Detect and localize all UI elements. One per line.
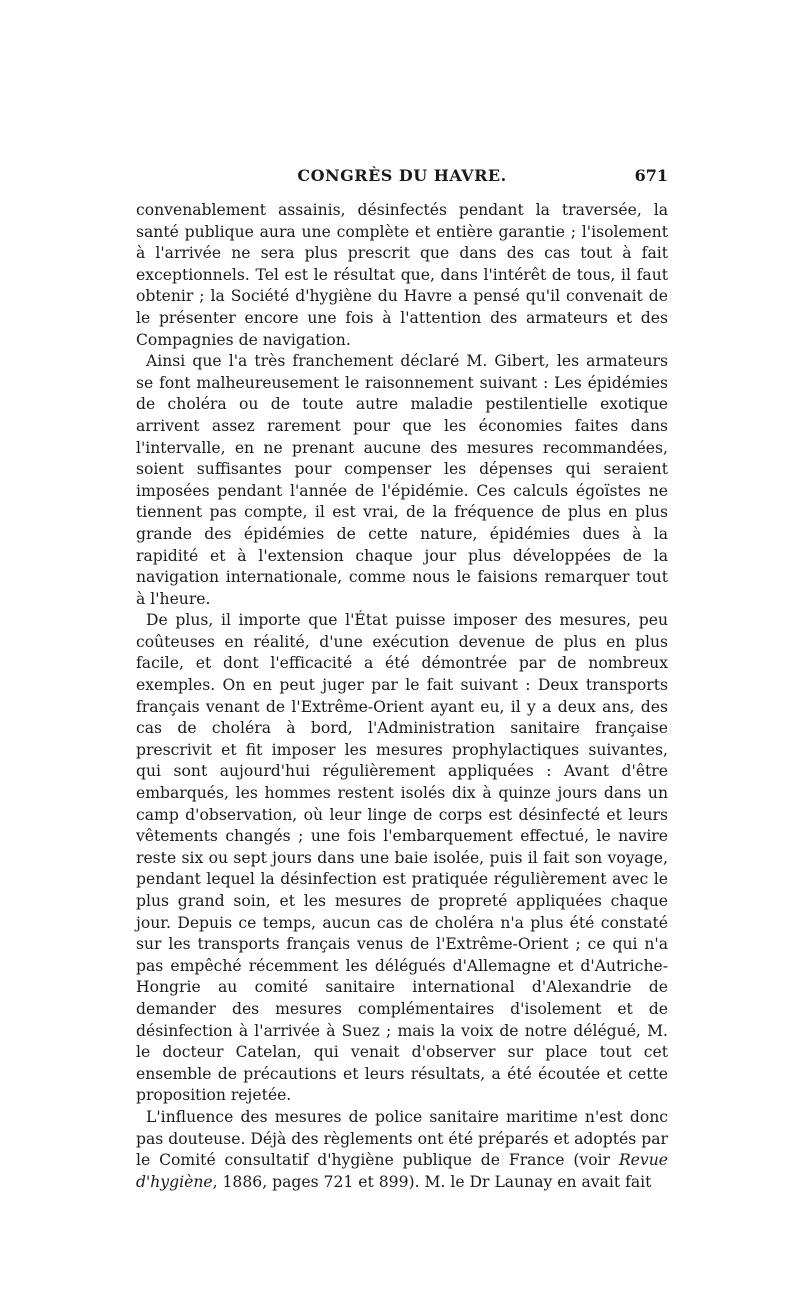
paragraph-2: Ainsi que l'a très franchement déclaré M. Gibert, les armateurs se font malheureusement le raisonnement suivant : Les épidémies de choléra ou de toute autre maladie pestilentielle exotique arrivent assez rarement pour que les économies faites dans l'intervalle, en ne prenant aucune des mesures recommandées, soient suffisantes pour compenser les dépenses qui seraient imposées pendant l'année de l'épidémie. Ces calculs égoïstes ne tiennent pas compte, il est vrai, de la fréquence de plus en plus grande des épidémies de cette nature, épidémies dues à la rapidité et à l'extension chaque jour plus développées de la navigation internationale, comme nous le faisions remarquer tout à l'heure. (136, 352, 668, 608)
paragraph-4-text-after: , 1886, pages 721 et 899). M. le Dr Launay en avait fait (212, 1172, 652, 1191)
running-title: CONGRÈS DU HAVRE. (297, 166, 507, 185)
page-number: 671 (634, 166, 668, 185)
paragraph-1: convenablement assainis, désinfectés pendant la traversée, la santé publique aura une complète et entière garantie ; l'isolement à l'arrivée ne sera plus prescrit que dans des cas tout à fait exceptionnels. Tel est le résultat que, dans l'intérêt de tous, il faut obtenir ; la Société d'hygiène du Havre a pensé qu'il convenait de le présenter encore une fois à l'attention des armateurs et des Compagnies de navigation. (136, 201, 668, 349)
document-page (136, 166, 668, 1193)
paragraph-4 (136, 1107, 668, 1193)
body-text (136, 200, 668, 1193)
paragraph-3: De plus, il importe que l'État puisse imposer des mesures, peu coûteuses en réalité, d'une exécution devenue de plus en plus facile, et dont l'efficacité a été démontrée par de nombreux exemples. On en peut juger par le fait suivant : Deux transports français venant de l'Extrême-Orient ayant eu, il y a deux ans, des cas de choléra à bord, l'Administration sanitaire française prescrivit et fit imposer les mesures prophylactiques suivantes, qui sont aujourd'hui régulièrement appliquées : Avant d'être embarqués, les hommes restent isolés dix à quinze jours dans un camp d'observation, où leur linge de corps est désinfecté et leurs vêtements changés ; une fois l'embarquement effectué, le navire reste six ou sept jours dans une baie isolée, puis il fait son voyage, pendant lequel la désinfection est pratiquée régulièrement avec le plus grand soin, et les mesures de propreté appliquées chaque jour. Depuis ce temps, aucun cas de choléra n'a plus été constaté sur les transports français venus de l'Extrême-Orient ; ce qui n'a pas empêché récemment les délégués d'Allemagne et d'Autriche-Hongrie au comité sanitaire international d'Alexandrie de demander des mesures complémentaires d'isolement et de désinfection à l'arrivée à Suez ; mais la voix de notre délégué, M. le docteur Catelan, qui venait d'observer sur place tout cet ensemble de précautions et leurs résultats, a été écoutée et cette proposition rejetée. (136, 611, 668, 1105)
journal-title-italic: Revue d'hygiène (136, 1151, 668, 1191)
page-header (136, 166, 668, 192)
paragraph-4-text-before: L'influence des mesures de police sanitaire maritime n'est donc pas douteuse. Déjà des règlements ont été préparés et adoptés par le Comité consultatif d'hygiène publique de France (voir (136, 1107, 668, 1170)
